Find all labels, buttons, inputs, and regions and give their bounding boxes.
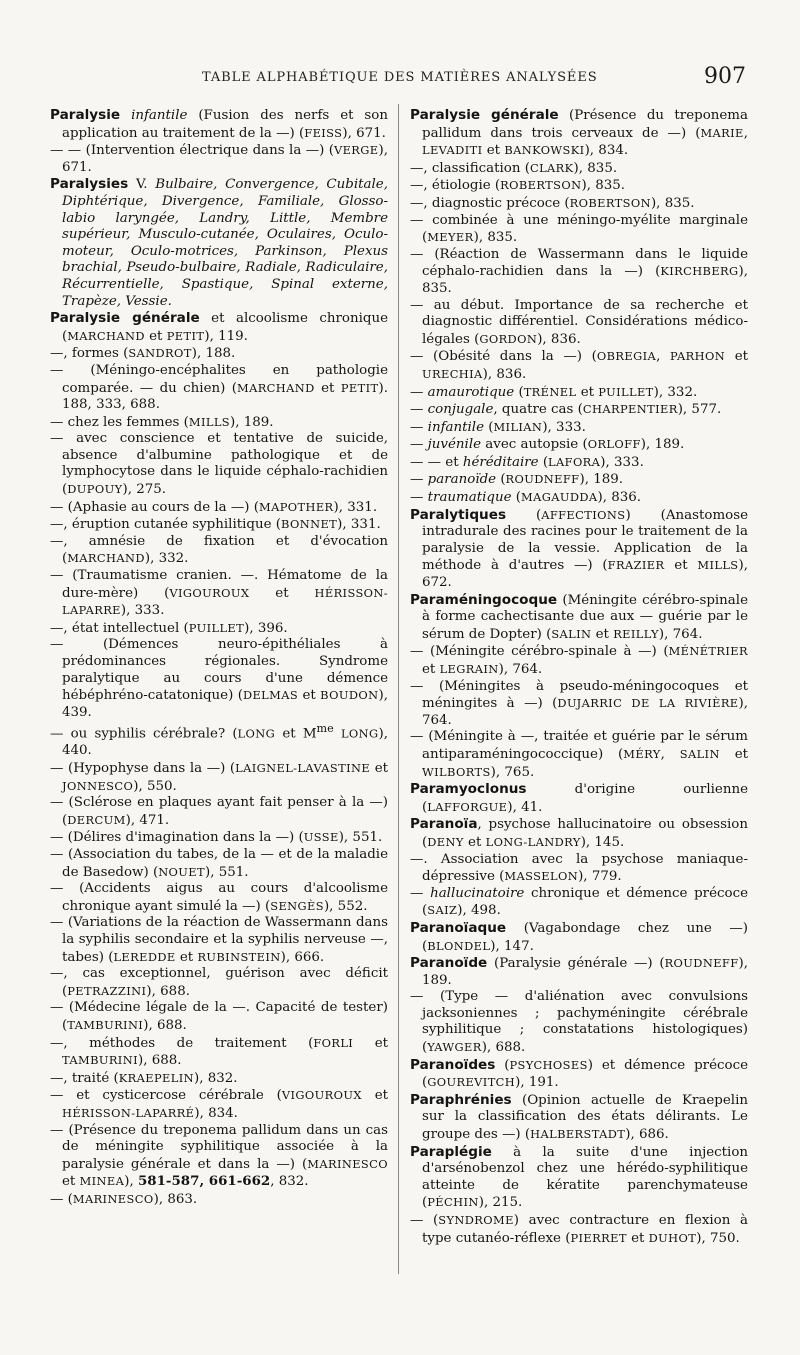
index-entry: —, état intellectuel (PUILLET), 396. xyxy=(50,620,288,636)
index-entry: —, formes (SANDROT), 188. xyxy=(50,346,236,362)
index-entry: — (Aphasie au cours de la —) (MAPOTHER), 331. xyxy=(50,499,378,515)
index-entry: Paraphrénies (Opinion actuelle de Kraepelin sur la classification des états délirants. Le groupe des —) (HALBERSTADT), 686. xyxy=(410,1091,748,1143)
index-entry: Paraméningocoque (Méningite cérébro-spinale à forme cachectisante due aux — guérie par le sérum de Dopter) (SALIN et REILLY), 764. xyxy=(410,591,748,642)
index-entry: Paralytiques (AFFECTIONS) (Anastomose intradurale des racines pour le traitement de la paralysie de la vessie. Application de la méthode à d'autres —) (FRAZIER et MILLS), 672. xyxy=(410,506,749,591)
index-entry: —. Association avec la psychose maniaque-dépressive (MASSELON), 779. xyxy=(410,851,748,885)
index-entry: — (Méningite à —, traitée et guérie par le sérum antiparaméningococcique) (MÉRY, SALIN et WILBORTS), 765. xyxy=(410,729,749,780)
index-entry: — (Traumatisme cranien. —. Hématome de la dure-mère) (VIGOUROUX et HÉRISSON-LAPARRE), 333. xyxy=(50,568,389,619)
index-entry: — juvénile avec autopsie (ORLOFF), 189. xyxy=(410,437,685,453)
left-column xyxy=(50,107,388,1208)
index-entry: — — et héréditaire (LAFORA), 333. xyxy=(410,454,644,470)
index-entry: Paranoïdes (PSYCHOSES) et démence précoce (GOUREVITCH), 191. xyxy=(410,1056,748,1091)
index-entry: —, classification (CLARK), 835. xyxy=(410,160,618,176)
index-entry: — (Sclérose en plaques ayant fait penser à la —) (DERCUM), 471. xyxy=(50,795,388,828)
index-entry: — (Démences neuro-épithéliales à prédominances régionales. Syndrome paralytique au cours d'une démence hébéphréno-catatonique) (DELMAS et BOUDON), 439. xyxy=(50,637,388,720)
index-entry: —, méthodes de traitement (FORLI et TAMBURINI), 688. xyxy=(50,1035,389,1069)
index-entry: — (Hypophyse dans la —) (LAIGNEL-LAVASTINE et JONNESCO), 550. xyxy=(50,761,388,794)
index-entry: Paramyoclonus d'origine ourlienne (LAFFORGUE), 41. xyxy=(410,781,748,815)
index-entry: —, éruption cutanée syphilitique (BONNET), 331. xyxy=(50,517,381,533)
index-entry: — ou syphilis cérébrale? (LONG et $M^{me}$ LONG), 440. xyxy=(50,722,388,759)
index-entry: — (Méningite cérébro-spinale à —) (MÉNÉTRIER et LEGRAIN), 764. xyxy=(410,644,748,677)
index-entry: — — (Intervention électrique dans la —) (VERGE), 671. xyxy=(50,143,388,175)
index-entry: — (Méningites à pseudo-méningocoques et méningites à —) (DUJARRIC DE LA RIVIÈRE), 764. xyxy=(410,678,749,728)
index-entry: — avec conscience et tentative de suicide, absence d'albumine pathologique et de lymphocytose dans le liquide céphalo-rachidien (DUPOUY), 275. xyxy=(50,431,388,498)
column-divider xyxy=(398,104,399,1274)
index-entry: Paranoïa, psychose hallucinatoire ou obsession (DENY et LONG-LANDRY), 145. xyxy=(410,816,748,850)
index-entry: — combinée à une méningo-myélite marginale (MEYER), 835. xyxy=(410,212,748,246)
index-entry: Paranoïaque (Vagabondage chez une —) (BLONDEL), 147. xyxy=(410,919,748,954)
index-entry: — (Méningo-encéphalites en pathologie comparée. — du chien) (MARCHAND et PETIT). 188, 333, 688. xyxy=(50,362,388,413)
index-entry: — (Présence du treponema pallidum dans un cas de méningite syphilitique associée à la paralysie générale et dans la —) (MARINESCO et MINEA), 581-587, 661-662, 832. xyxy=(50,1122,388,1190)
index-entry: — infantile (MILIAN), 333. xyxy=(410,419,586,435)
index-entry: — conjugale, quatre cas (CHARPENTIER), 577. xyxy=(410,402,722,418)
index-entry: — hallucinatoire chronique et démence précoce (SAIZ), 498. xyxy=(410,885,748,919)
index-entry: — (MARINESCO), 863. xyxy=(50,1191,198,1207)
index-entry: Paranoïde (Paralysie générale —) (ROUDNEFF), 189. xyxy=(410,955,748,988)
index-entry: Paralysie générale et alcoolisme chronique (MARCHAND et PETIT), 119. xyxy=(50,310,388,344)
index-entry: — traumatique (MAGAUDDA), 836. xyxy=(410,490,642,506)
index-entry: Paralysies V. Bulbaire, Convergence, Cubitale, Diphtérique, Divergence, Familiale, Glosso-labio laryngée, Landry, Little, Membre supérieur, Musculo-cutanée, Oculaires, Oculo-moteur, Oculo-motrices, Parkinson, Plexus brachial, Pseudo-bulbaire, Radiale, Radiculaire, Récurrentielle, Spastique, Spinal externe, Trapèze, Vessie. xyxy=(50,176,388,309)
index-entry: — (Accidents aigus au cours d'alcoolisme chronique ayant simulé la —) (SENGÈS), 552. xyxy=(50,881,388,914)
index-entry: —, cas exceptionnel, guérison avec déficit (PETRAZZINI), 688. xyxy=(50,966,388,999)
index-entry: — paranoïde (ROUDNEFF), 189. xyxy=(410,472,624,488)
index-entry: Paralysie infantile (Fusion des nerfs et son application au traitement de la —) (FEISS), 671. xyxy=(50,107,388,141)
index-entry: — et cysticercose cérébrale (VIGOUROUX et HÉRISSON-LAPARRÉ), 834. xyxy=(50,1088,388,1121)
index-entry: — (Médecine légale de la —. Capacité de tester) (TAMBURINI), 688. xyxy=(50,1000,388,1033)
index-entry: — (Obésité dans la —) (OBREGIA, PARHON et URECHIA), 836. xyxy=(410,349,748,382)
index-entry: — chez les femmes (MILLS), 189. xyxy=(50,414,274,430)
index-entry: Paralysie générale (Présence du treponema pallidum dans trois cerveaux de —) (MARIE, LEVADITI et BANKOWSKI), 834. xyxy=(410,107,748,159)
page-number: 907 xyxy=(704,64,746,89)
index-entry: — (Association du tabes, de la — et de la maladie de Basedow) (NOUET), 551. xyxy=(50,847,388,880)
index-entry: —, diagnostic précoce (ROBERTSON), 835. xyxy=(410,195,695,211)
index-entry: — au début. Importance de sa recherche et diagnostic différentiel. Considérations médico-légales (GORDON), 836. xyxy=(410,297,748,347)
index-entry: — amaurotique (TRÉNEL et PUILLET), 332. xyxy=(410,384,698,400)
index-entry: — (Variations de la réaction de Wassermann dans la syphilis secondaire et la syphilis nerveuse —, tabes) (LEREDDE et RUBINSTEIN), 666. xyxy=(50,915,388,965)
right-column xyxy=(410,107,748,1247)
index-entry: — (Type — d'aliénation avec convulsions jacksoniennes ; pachyméningite cérébrale syphilitique ; constatations histologiques) (YAWGER), 688. xyxy=(410,989,748,1056)
index-entry: —, étiologie (ROBERTSON), 835. xyxy=(410,178,626,194)
index-entry: — (Délires d'imagination dans la —) (USSE), 551. xyxy=(50,830,383,846)
index-entry: —, traité (KRAEPELIN), 832. xyxy=(50,1070,238,1086)
running-title: TABLE ALPHABÉTIQUE DES MATIÈRES ANALYSÉES xyxy=(202,70,598,85)
index-entry: — (SYNDROME) avec contracture en flexion à type cutanéo-réflexe (PIERRET et DUHOT), 750. xyxy=(410,1213,748,1246)
index-entry: —, amnésie de fixation et d'évocation (MARCHAND), 332. xyxy=(50,533,388,567)
index-entry: — (Réaction de Wassermann dans le liquide céphalo-rachidien dans la —) (KIRCHBERG), 835. xyxy=(410,246,748,296)
index-entry: Paraplégie à la suite d'une injection d'arsénobenzol chez une hérédo-syphilitique atteinte de kératite parenchymateuse (PÉCHIN), 215. xyxy=(410,1143,748,1211)
